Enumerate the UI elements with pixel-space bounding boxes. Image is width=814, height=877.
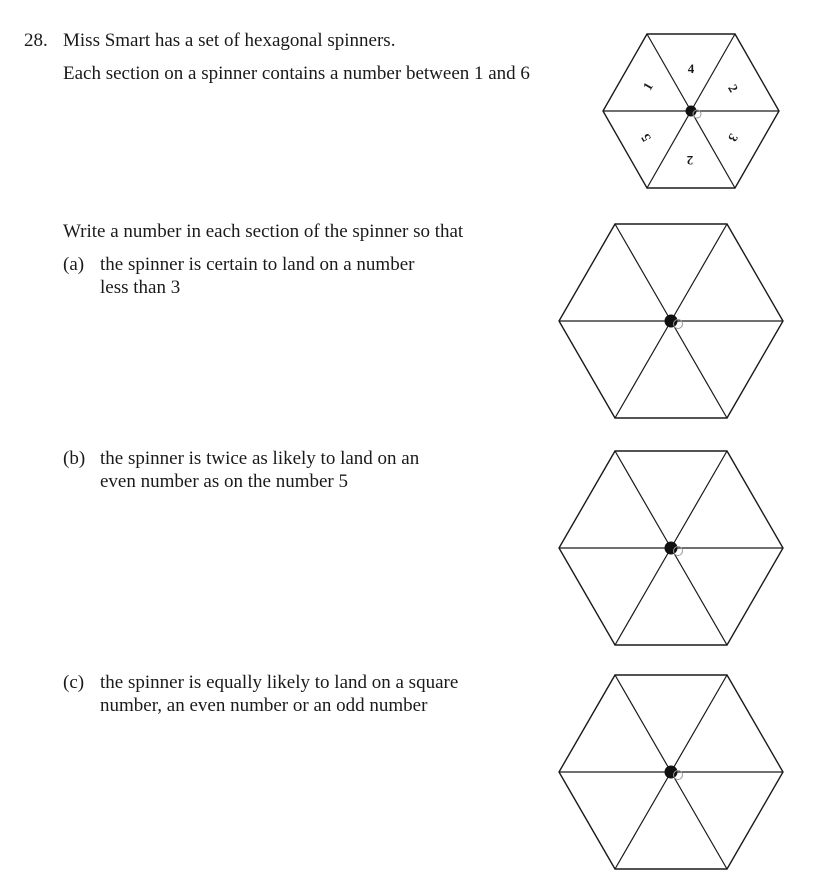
question-intro-line-2: Each section on a spinner contains a number between 1 and 6 [63,63,530,84]
example-spinner [603,34,779,188]
example-spinner-label: 5 [637,131,654,145]
example-spinner-label: 3 [725,131,742,145]
spinner-spoke [615,224,671,321]
spinner-spoke [671,451,727,548]
question-instruction: Write a number in each section of the spinner so that [63,221,464,242]
part-a-line-2: less than 3 [100,277,181,298]
spinner-spoke [615,548,671,645]
spinner-spoke [671,321,727,418]
part-c-line-2: number, an even number or an odd number [100,695,428,716]
example-spinner-spoke [691,111,735,188]
example-spinner-spoke [647,34,691,111]
question-intro-line-1: Miss Smart has a set of hexagonal spinners. [63,30,396,51]
spinner-pivot [665,766,678,779]
part-c-label: (c) [63,672,85,693]
example-spinner-spoke [691,34,735,111]
spinner-spoke [671,772,727,869]
part-c-line-1: the spinner is equally likely to land on a square [100,672,459,693]
answer-spinner-b[interactable] [559,451,783,645]
spinner-spoke [671,548,727,645]
part-a-label: (a) [63,254,85,275]
part-a-line-1: the spinner is certain to land on a number [100,254,415,275]
part-b-line-2: even number as on the number 5 [100,471,348,492]
spinner-spoke [615,451,671,548]
spinner-spoke [615,321,671,418]
question-number: 28. [24,30,48,51]
example-spinner-spoke [647,111,691,188]
part-b-label: (b) [63,448,86,469]
spinner-spoke [671,675,727,772]
example-spinner-label: 2 [686,153,694,169]
example-spinner-label: 2 [725,81,742,95]
spinner-spoke [615,772,671,869]
spinner-spoke [671,224,727,321]
answer-spinner-c[interactable] [559,675,783,869]
example-spinner-label: 4 [687,60,695,76]
spinner-spoke [615,675,671,772]
example-spinner-label: 1 [639,79,656,93]
spinner-pivot [665,315,678,328]
answer-spinner-a[interactable] [559,224,783,418]
part-b-line-1: the spinner is twice as likely to land on an [100,448,420,469]
spinner-pivot [665,542,678,555]
